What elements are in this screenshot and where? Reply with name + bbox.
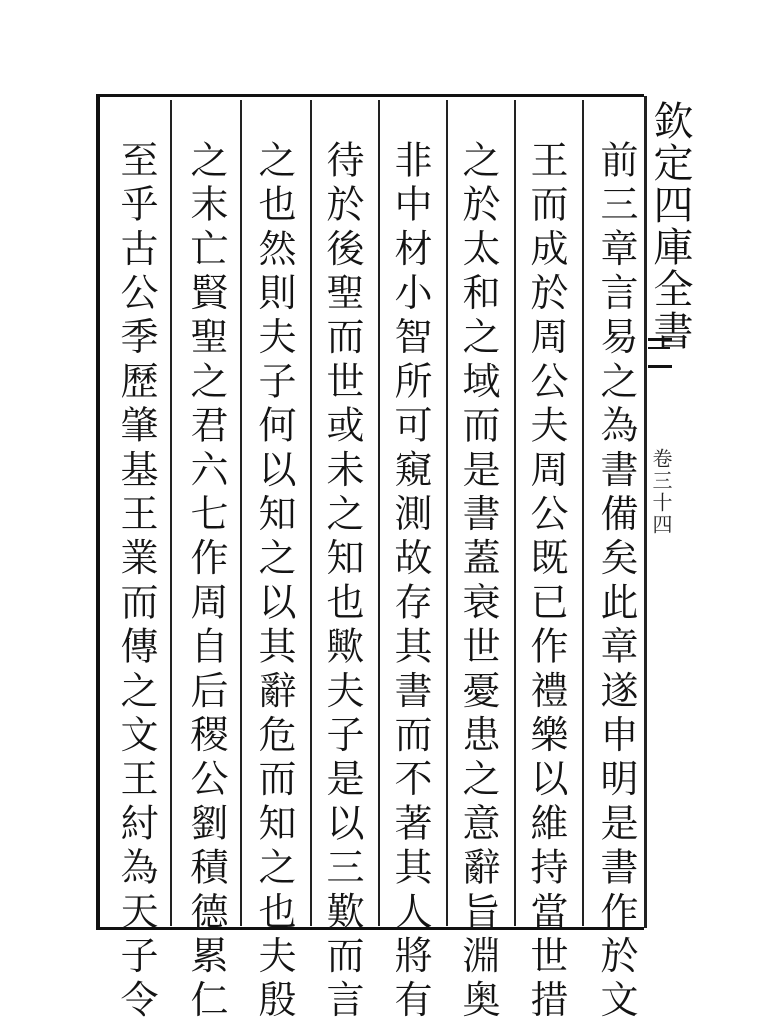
text-column-7: 之末亡賢聖之君六七作周自后稷公劉積德累仁 — [184, 140, 228, 1024]
column-divider — [582, 100, 584, 926]
column-divider — [310, 100, 312, 926]
column-divider — [446, 100, 448, 926]
text-column-5: 待於後聖而世或未之知也歟夫子是以三歎而言 — [320, 140, 364, 1024]
volume-label: 卷三十四 — [649, 448, 673, 536]
text-column-4: 非中材小智所可窺測故存其書而不著其人將有 — [388, 140, 432, 1024]
text-column-2: 王而成於周公夫周公既已作禮樂以維持當世措 — [524, 140, 568, 1024]
column-divider — [170, 100, 172, 926]
text-column-8: 至乎古公季歷肇基王業而傳之文王紂為天子令 — [114, 140, 158, 1024]
column-divider — [240, 100, 242, 926]
text-column-3: 之於太和之域而是書蓋衰世憂患之意辭旨淵奥 — [456, 140, 500, 1024]
text-column-1: 前三章言易之為書備矣此章遂申明是書作於文 — [594, 140, 638, 1024]
fishtail-mark — [648, 338, 672, 368]
column-divider — [514, 100, 516, 926]
book-title: 欽定四庫全書 — [647, 100, 693, 352]
column-divider — [378, 100, 380, 926]
text-column-6: 之也然則夫子何以知之以其辭危而知之也夫殷 — [252, 140, 296, 1024]
